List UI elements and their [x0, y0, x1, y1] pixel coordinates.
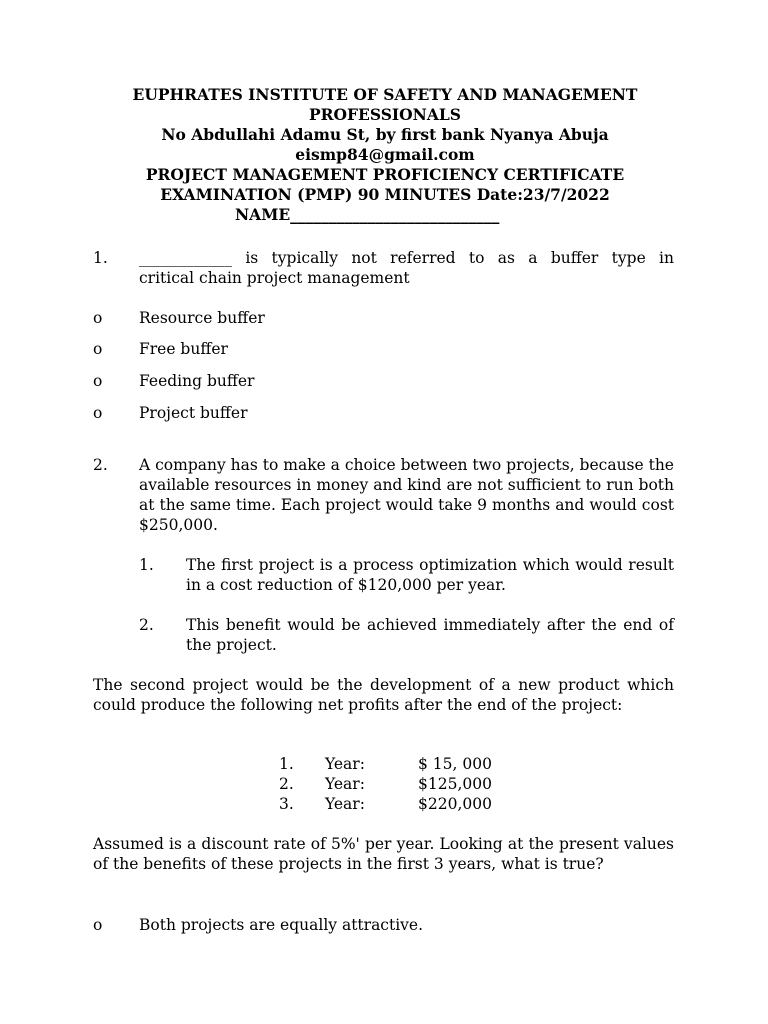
- question-2-number: 2.: [93, 456, 108, 474]
- option-bullet: o: [93, 309, 103, 327]
- profit-row-value: $125,000: [418, 775, 492, 793]
- question-2-option-a: Both projects are equally attractive.: [139, 916, 424, 934]
- profit-row-number: 3.: [279, 795, 294, 813]
- exam-title-line2: EXAMINATION (PMP) 90 MINUTES Date:23/7/2022: [160, 185, 610, 204]
- profit-row-label: Year:: [325, 755, 365, 773]
- institute-address: No Abdullahi Adamu St, by first bank Nyanya Abuja: [161, 125, 609, 144]
- sub-item-number: 2.: [139, 616, 154, 634]
- question-1-number: 1.: [93, 249, 108, 267]
- profit-row-value: $220,000: [418, 795, 492, 813]
- question-1-text-line1: ____________ is typically not referred to as a buffer type in: [139, 249, 674, 267]
- option-bullet: o: [93, 372, 103, 390]
- institute-name-line2: PROFESSIONALS: [309, 105, 461, 124]
- profit-row-number: 2.: [279, 775, 294, 793]
- question-1-option-b: Free buffer: [139, 340, 228, 358]
- institute-name-line1: EUPHRATES INSTITUTE OF SAFETY AND MANAGEMENT: [132, 85, 638, 104]
- profit-row-number: 1.: [279, 755, 294, 773]
- question-1-option-d: Project buffer: [139, 404, 248, 422]
- institute-email: eismp84@gmail.com: [295, 145, 475, 164]
- option-bullet: o: [93, 916, 103, 934]
- question-2-text: A company has to make a choice between two projects, because the available resources in money and kind are not sufficient to run both at the same time. Each project would take 9 months and would cost $250,000.: [139, 456, 674, 534]
- question-2-paragraph-2: The second project would be the development of a new product which could produce the following net profits after the end of the project:: [93, 676, 674, 714]
- document-header: [60, 85, 710, 225]
- option-bullet: o: [93, 404, 103, 422]
- profit-row-label: Year:: [325, 775, 365, 793]
- sub-item-number: 1.: [139, 556, 154, 574]
- question-2-sub-item-2: This benefit would be achieved immediately after the end of the project.: [186, 616, 674, 654]
- question-1-text-line2: critical chain project management: [139, 269, 410, 287]
- profit-row-label: Year:: [325, 795, 365, 813]
- candidate-name-field: NAME___________________________: [235, 205, 500, 224]
- question-1-option-c: Feeding buffer: [139, 372, 255, 390]
- question-2-sub-item-1: The first project is a process optimization which would result in a cost reduction of $120,000 per year.: [186, 556, 674, 594]
- profit-row-value: $ 15, 000: [418, 755, 492, 773]
- exam-title-line1: PROJECT MANAGEMENT PROFICIENCY CERTIFICATE: [145, 165, 625, 184]
- question-1-option-a: Resource buffer: [139, 309, 265, 327]
- question-2-paragraph-3: Assumed is a discount rate of 5%' per year. Looking at the present values of the benefits of these projects in the first 3 years, what is true?: [93, 835, 674, 873]
- option-bullet: o: [93, 340, 103, 358]
